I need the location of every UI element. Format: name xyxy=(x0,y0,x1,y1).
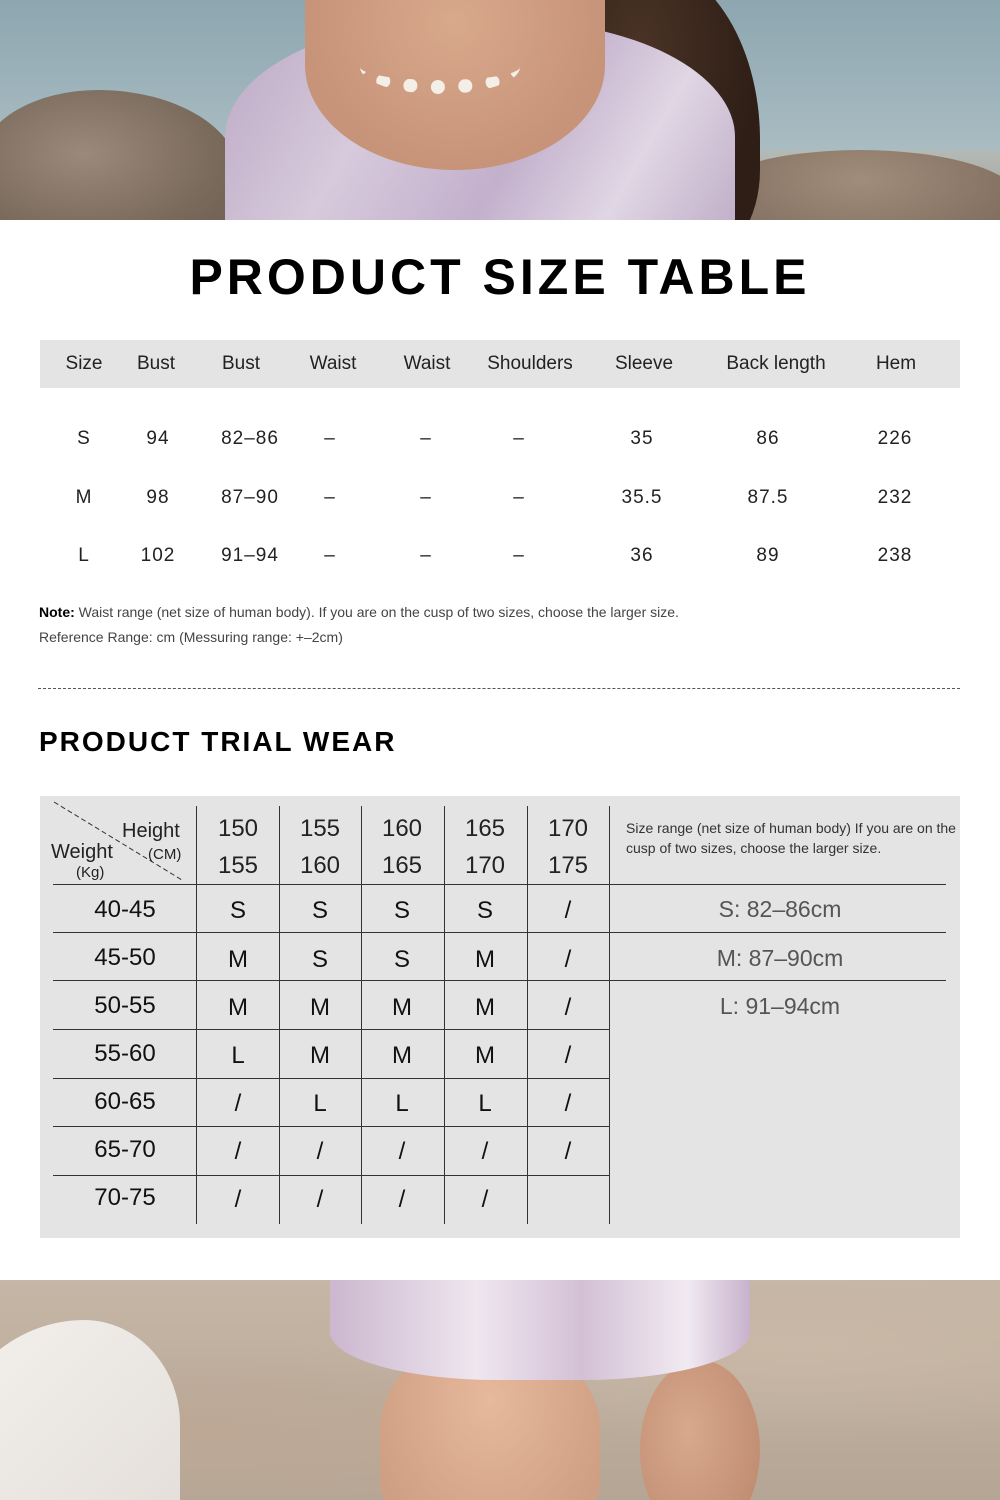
size-cell: M xyxy=(392,994,412,1021)
size-cell: / xyxy=(316,1186,324,1213)
table-cell: 232 xyxy=(877,487,913,508)
size-cell: M xyxy=(228,946,248,973)
height-range-end: 165 xyxy=(381,852,423,879)
height-range-start: 165 xyxy=(464,815,506,842)
table-cell: 82–86 xyxy=(221,428,279,449)
size-cell: S xyxy=(393,946,410,973)
table-cell: – xyxy=(420,545,432,566)
table-row xyxy=(40,537,960,577)
column-header: Waist xyxy=(403,353,451,374)
size-cell: / xyxy=(234,1090,242,1117)
size-cell: L xyxy=(231,1042,245,1069)
size-cell: / xyxy=(398,1186,406,1213)
weight-label: Weight xyxy=(51,841,113,863)
reference-range: Reference Range: cm (Messuring range: +–2cm) xyxy=(39,629,343,645)
column-header: Size xyxy=(65,353,103,374)
table-cell: 102 xyxy=(140,545,176,566)
size-cell: M xyxy=(228,994,248,1021)
note-label: Note: xyxy=(39,604,75,620)
column-header: Bust xyxy=(136,353,176,374)
table-cell: – xyxy=(513,428,525,449)
column-header: Bust xyxy=(221,353,261,374)
size-cell: / xyxy=(234,1186,242,1213)
table-cell: 238 xyxy=(877,545,913,566)
size-cell: S xyxy=(229,897,246,924)
size-cell: M xyxy=(310,1042,330,1069)
size-cell: M xyxy=(310,994,330,1021)
size-cell: / xyxy=(564,897,572,924)
table-cell: – xyxy=(513,545,525,566)
size-range-note: Size range (net size of human body) If you are on the cusp of two sizes, choose the larger size. xyxy=(626,820,956,856)
size-cell: / xyxy=(564,994,572,1021)
size-cell: / xyxy=(481,1186,489,1213)
weight-label-row: 50-55 xyxy=(94,992,156,1019)
size-cell: S xyxy=(311,897,328,924)
size-table-title: PRODUCT SIZE TABLE xyxy=(189,249,811,305)
size-cell: L xyxy=(313,1090,327,1117)
height-unit: (CM) xyxy=(148,846,182,863)
weight-label-row: 40-45 xyxy=(94,896,156,923)
trial-wear-table xyxy=(40,796,960,1238)
height-range-start: 170 xyxy=(547,815,589,842)
size-cell: / xyxy=(564,1090,572,1117)
height-range-end: 155 xyxy=(217,852,259,879)
hero-photo-bottom xyxy=(0,1280,1000,1500)
size-cell: / xyxy=(481,1138,489,1165)
table-cell: 86 xyxy=(756,428,780,449)
size-cell: L xyxy=(395,1090,409,1117)
table-cell: 91–94 xyxy=(221,545,279,566)
section-divider xyxy=(38,688,960,689)
table-cell: 35 xyxy=(630,428,654,449)
size-cell: M xyxy=(475,946,495,973)
weight-label-row: 70-75 xyxy=(94,1184,156,1211)
size-table-header xyxy=(40,340,960,388)
table-cell: – xyxy=(324,487,336,508)
shell-necklace xyxy=(360,40,520,94)
size-cell: / xyxy=(234,1138,242,1165)
table-cell: – xyxy=(513,487,525,508)
size-cell: M xyxy=(475,1042,495,1069)
size-cell: S xyxy=(476,897,493,924)
size-cell: / xyxy=(398,1138,406,1165)
table-cell: L xyxy=(78,545,90,566)
height-range-end: 175 xyxy=(547,852,589,879)
size-note xyxy=(39,604,679,620)
table-cell: 94 xyxy=(146,428,170,449)
height-range-end: 160 xyxy=(299,852,341,879)
height-range-header xyxy=(362,810,442,884)
height-range-header xyxy=(445,810,525,884)
size-cell: S xyxy=(393,897,410,924)
height-range-header xyxy=(528,810,608,884)
weight-label-row: 60-65 xyxy=(94,1088,156,1115)
table-cell: 36 xyxy=(630,545,654,566)
table-cell: 89 xyxy=(756,545,780,566)
height-range-header xyxy=(280,810,360,884)
size-cell: L xyxy=(478,1090,492,1117)
model-dress-hem xyxy=(330,1280,750,1380)
height-range-start: 160 xyxy=(381,815,423,842)
table-cell: 226 xyxy=(877,428,913,449)
size-cell: / xyxy=(316,1138,324,1165)
size-range-m: M: 87–90cm xyxy=(716,945,844,971)
size-cell: / xyxy=(564,946,572,973)
column-header: Back length xyxy=(726,353,826,374)
column-header: Waist xyxy=(309,353,357,374)
weight-label-row: 65-70 xyxy=(94,1136,156,1163)
size-cell: M xyxy=(392,1042,412,1069)
size-cell: M xyxy=(475,994,495,1021)
hero-photo-top xyxy=(0,0,1000,220)
height-range-header xyxy=(198,810,278,884)
table-cell: M xyxy=(75,487,93,508)
table-cell: – xyxy=(420,428,432,449)
weight-label-row: 55-60 xyxy=(94,1040,156,1067)
table-cell: 35.5 xyxy=(621,487,663,508)
column-header: Hem xyxy=(875,353,917,374)
size-range-l: L: 91–94cm xyxy=(719,993,841,1019)
weight-label-row: 45-50 xyxy=(94,944,156,971)
size-range-s: S: 82–86cm xyxy=(718,896,842,922)
size-cell: / xyxy=(564,1138,572,1165)
table-row xyxy=(40,479,960,519)
table-cell: 87.5 xyxy=(747,487,789,508)
height-range-end: 170 xyxy=(464,852,506,879)
height-range-start: 150 xyxy=(217,815,259,842)
table-cell: – xyxy=(324,428,336,449)
table-cell: 87–90 xyxy=(221,487,279,508)
column-header: Shoulders xyxy=(487,353,573,374)
table-row xyxy=(40,420,960,460)
height-range-start: 155 xyxy=(299,815,341,842)
table-cell: 98 xyxy=(146,487,170,508)
table-cell: – xyxy=(324,545,336,566)
note-text: Waist range (net size of human body). If you are on the cusp of two sizes, choose the larger size. xyxy=(78,604,679,620)
size-cell: S xyxy=(311,946,328,973)
column-header: Sleeve xyxy=(614,353,674,374)
size-cell: / xyxy=(564,1042,572,1069)
table-cell: S xyxy=(77,428,91,449)
trial-wear-title: PRODUCT TRIAL WEAR xyxy=(39,726,397,757)
height-label: Height xyxy=(122,820,180,842)
weight-unit: (Kg) xyxy=(76,864,105,881)
table-cell: – xyxy=(420,487,432,508)
